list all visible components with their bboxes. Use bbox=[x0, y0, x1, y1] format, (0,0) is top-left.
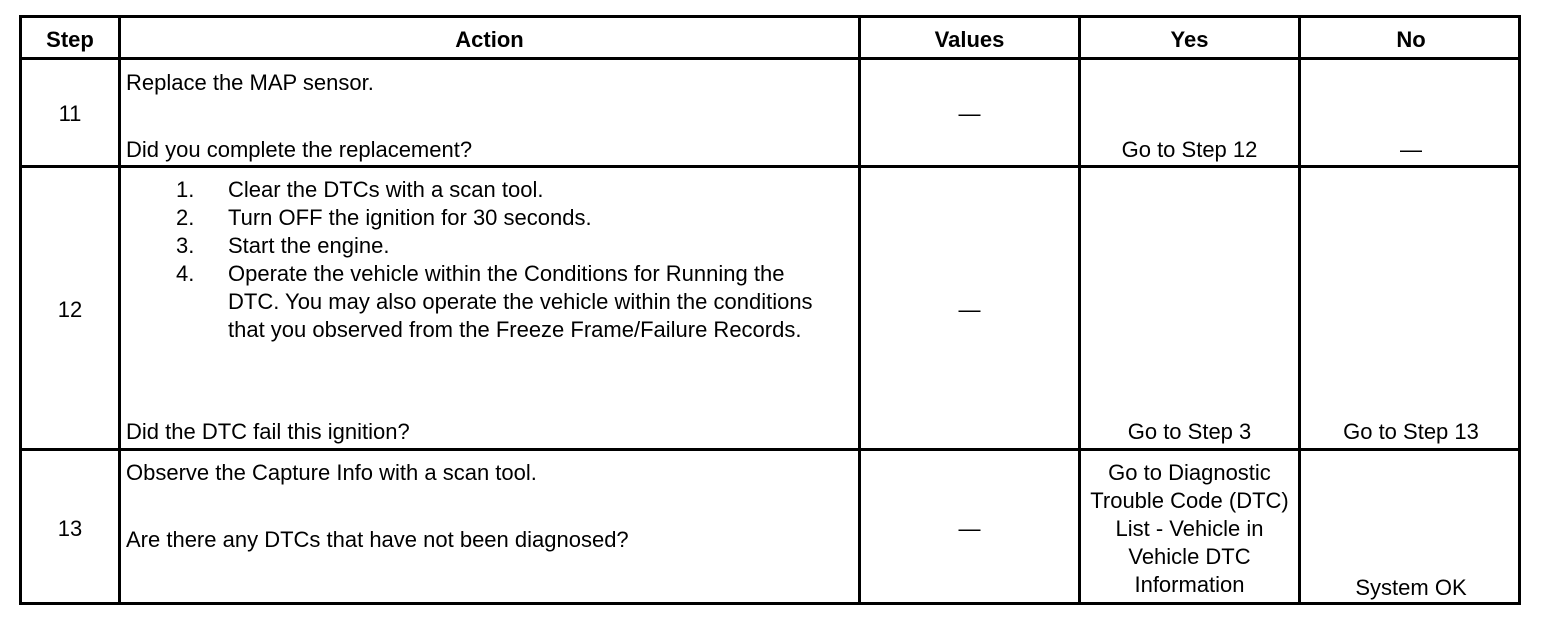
list-item-number: 2. bbox=[176, 205, 195, 230]
no-cell: System OK bbox=[1355, 575, 1467, 600]
list-item-text: Turn OFF the ignition for 30 seconds. bbox=[228, 205, 592, 230]
list-item-text: Clear the DTCs with a scan tool. bbox=[228, 177, 544, 202]
action-intro: Observe the Capture Info with a scan tool. bbox=[126, 460, 537, 485]
numbered-step-list bbox=[121, 176, 928, 344]
list-item bbox=[121, 204, 928, 232]
header-yes: Yes bbox=[1170, 27, 1209, 52]
yes-cell: Go to Step 12 bbox=[1121, 137, 1258, 162]
list-item-number: 4. bbox=[176, 261, 195, 286]
action-intro: Replace the MAP sensor. bbox=[126, 70, 374, 95]
step-number: 11 bbox=[58, 101, 82, 126]
column-divider bbox=[1298, 18, 1301, 602]
header-step: Step bbox=[46, 27, 94, 52]
list-item-number: 1. bbox=[176, 177, 195, 202]
list-item bbox=[121, 260, 818, 344]
list-item-number: 3. bbox=[176, 233, 195, 258]
values-cell: — bbox=[958, 297, 981, 322]
no-cell: Go to Step 13 bbox=[1343, 419, 1479, 444]
values-cell: — bbox=[958, 516, 981, 541]
row-divider bbox=[22, 448, 1518, 451]
row-divider bbox=[22, 57, 1518, 60]
action-question: Did the DTC fail this ignition? bbox=[126, 419, 410, 444]
list-item-text: Operate the vehicle within the Conditions for Running the DTC. You may also operate the vehicle within the conditions that you observed from the Freeze Frame/Failure Records. bbox=[228, 261, 813, 342]
header-no: No bbox=[1396, 27, 1426, 52]
header-action: Action bbox=[455, 27, 524, 52]
yes-cell: Go to Diagnostic Trouble Code (DTC) List - Vehicle in Vehicle DTC Information bbox=[1090, 460, 1289, 597]
row-divider bbox=[22, 165, 1518, 168]
header-values: Values bbox=[934, 27, 1005, 52]
action-question: Are there any DTCs that have not been diagnosed? bbox=[126, 527, 629, 552]
list-item-text: Start the engine. bbox=[228, 233, 390, 258]
values-cell: — bbox=[958, 101, 981, 126]
column-divider bbox=[1078, 18, 1081, 602]
step-number: 12 bbox=[57, 297, 83, 322]
list-item bbox=[121, 232, 928, 260]
step-number: 13 bbox=[57, 516, 83, 541]
action-question: Did you complete the replacement? bbox=[126, 137, 473, 162]
list-item bbox=[121, 176, 928, 204]
action-steps bbox=[121, 176, 858, 376]
no-cell: — bbox=[1400, 137, 1422, 162]
yes-cell: Go to Step 3 bbox=[1127, 419, 1252, 444]
diagnostic-table bbox=[19, 15, 1521, 605]
